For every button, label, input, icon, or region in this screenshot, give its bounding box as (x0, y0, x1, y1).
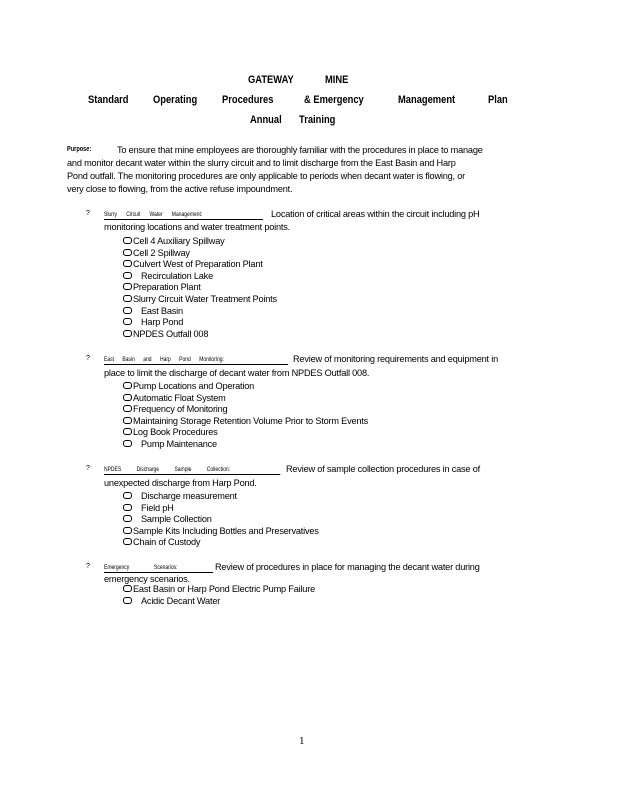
section-text-line: place to limit the discharge of decant water from NPDES Outfall 008. (104, 368, 370, 378)
section-heading: East Basin and Harp Pond Monitoring: (104, 356, 288, 365)
list-item: Discharge measurement (123, 491, 319, 503)
circle-bullet-icon (123, 585, 132, 592)
bullet-icon: ? (86, 355, 90, 362)
list-item: Field pH (123, 503, 319, 515)
list-item: Chain of Custody (123, 537, 319, 549)
circle-bullet-icon (123, 504, 132, 511)
section-text-line: unexpected discharge from Harp Pond. (104, 478, 257, 488)
section-list (123, 236, 277, 340)
list-item: Automatic Float System (123, 393, 368, 405)
title-word: Operating (153, 94, 198, 106)
title-word: Plan (488, 94, 508, 106)
section-heading: NPDES Discharge Sample Collection: (104, 466, 280, 475)
circle-bullet-icon (123, 394, 132, 401)
title-word: GATEWAY (248, 74, 294, 86)
circle-bullet-icon (123, 260, 132, 267)
list-item: Culvert West of Preparation Plant (123, 259, 277, 271)
title-word: & Emergency (304, 94, 364, 106)
title-word: Annual (250, 114, 282, 126)
circle-bullet-icon (123, 405, 132, 412)
title-word: Procedures (222, 94, 274, 106)
circle-bullet-icon (123, 527, 132, 534)
circle-bullet-icon (123, 318, 132, 325)
purpose-line: Pond outfall. The monitoring procedures are only applicable to periods when decant water is flowing, or (67, 171, 466, 181)
list-item: NPDES Outfall 008 (123, 329, 277, 341)
list-item: Cell 4 Auxiliary Spillway (123, 236, 277, 248)
list-item: Frequency of Monitoring (123, 404, 368, 416)
page-number: 1 (299, 735, 305, 747)
section-heading: Slurry Circuit Water Management: (104, 211, 263, 220)
circle-bullet-icon (123, 249, 132, 256)
list-item: Sample Kits Including Bottles and Preservatives (123, 526, 319, 538)
purpose-line: very close to flowing, from the active refuse impoundment. (67, 184, 293, 194)
purpose-line: To ensure that mine employees are thoroughly familiar with the procedures in place to manage (117, 145, 483, 155)
bullet-icon: ? (86, 465, 90, 472)
list-item: East Basin or Harp Pond Electric Pump Failure (123, 584, 315, 596)
bullet-icon: ? (86, 563, 90, 570)
circle-bullet-icon (123, 237, 132, 244)
list-item: Cell 2 Spillway (123, 248, 277, 260)
section-text-line: Location of critical areas within the circuit including pH (271, 209, 480, 219)
title-word: Standard (88, 94, 129, 106)
section-heading: Emergency Scenarios: (104, 564, 213, 573)
section-list (123, 491, 319, 549)
list-item: Slurry Circuit Water Treatment Points (123, 294, 277, 306)
circle-bullet-icon (123, 330, 132, 337)
list-item: Maintaining Storage Retention Volume Prior to Storm Events (123, 416, 368, 428)
list-item: Acidic Decant Water (123, 596, 315, 608)
title-word: MINE (325, 74, 349, 86)
list-item: Preparation Plant (123, 282, 277, 294)
circle-bullet-icon (123, 272, 132, 279)
list-item: Pump Maintenance (123, 439, 368, 451)
circle-bullet-icon (123, 597, 132, 604)
circle-bullet-icon (123, 417, 132, 424)
circle-bullet-icon (123, 382, 132, 389)
list-item: Sample Collection (123, 514, 319, 526)
circle-bullet-icon (123, 515, 132, 522)
list-item: Log Book Procedures (123, 427, 368, 439)
circle-bullet-icon (123, 295, 132, 302)
section-text-line: monitoring locations and water treatment points. (104, 222, 290, 232)
section-text-line: emergency scenarios. (104, 574, 190, 584)
purpose-label: Purpose: (67, 146, 92, 153)
circle-bullet-icon (123, 492, 132, 499)
section-text-line: Review of monitoring requirements and equipment in (293, 354, 499, 364)
section-text-line: Review of procedures in place for managing the decant water during (215, 562, 480, 572)
circle-bullet-icon (123, 440, 132, 447)
list-item: East Basin (123, 306, 277, 318)
list-item: Harp Pond (123, 317, 277, 329)
section-list (123, 584, 315, 607)
circle-bullet-icon (123, 307, 132, 314)
list-item: Pump Locations and Operation (123, 381, 368, 393)
title-word: Training (299, 114, 336, 126)
section-text-line: Review of sample collection procedures in case of (286, 464, 480, 474)
bullet-icon: ? (86, 210, 90, 217)
section-list (123, 381, 368, 451)
list-item: Recirculation Lake (123, 271, 277, 283)
circle-bullet-icon (123, 428, 132, 435)
circle-bullet-icon (123, 283, 132, 290)
circle-bullet-icon (123, 538, 132, 545)
purpose-line: and monitor decant water within the slurry circuit and to limit discharge from the East Basin and Harp (67, 158, 456, 168)
title-word: Management (398, 94, 456, 106)
